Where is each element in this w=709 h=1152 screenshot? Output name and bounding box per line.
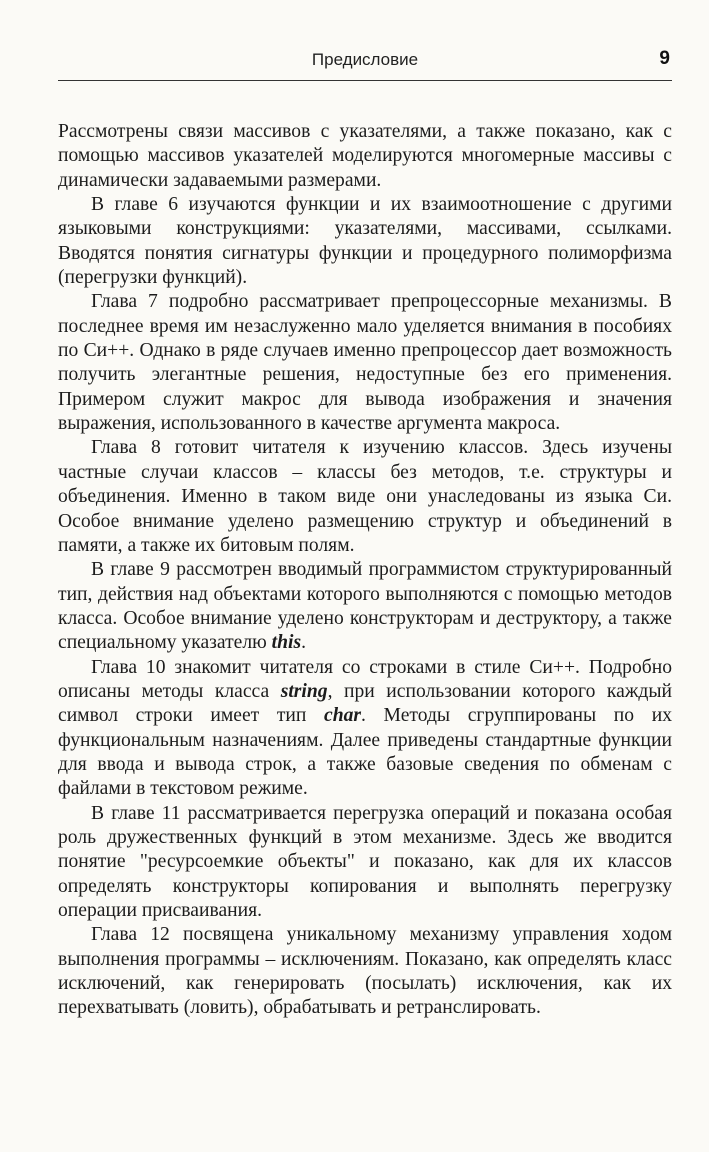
paragraph-chapter-11: В главе 11 рассматривается перегрузка операций и показана особая роль дружественных функций в этом механизме. Здесь же вводится понятие "ресурсоемкие объекты" и показано, как для их классов определять конструкторы копирования и выполнять перегрузку операции присваивания. (58, 802, 672, 921)
running-header-title: Предисловие (311, 50, 419, 69)
body-text (58, 120, 672, 1021)
paragraph-chapter-7: Глава 7 подробно рассматривает препроцессорные механизмы. В последнее время им незаслуженно мало уделяется внимания в пособиях по Си++. Однако в ряде случаев именно препроцессор дает возможность получить элегантные решения, недоступные без его применения. Примером служит макрос для вывода изображения и значения выражения, использованного в качестве аргумента макроса. (58, 291, 672, 435)
page-number: 9 (659, 48, 670, 69)
header-rule (58, 80, 672, 81)
paragraph-chapter-9: В главе 9 рассмотрен вводимый программистом структурированный тип, действия над объектами которого выполняются с помощью методов класса. Особое внимание уделено конструкторам и деструктору, а также специальному указателю this. (58, 559, 672, 654)
paragraph-chapter-6: В главе 6 изучаются функции и их взаимоотношение с другими языковыми конструкциями: указателями, массивами, ссылками. Вводятся понятия сигнатуры функции и процедурного полиморфизма (перегрузки функций). (58, 194, 672, 289)
paragraph-arrays: Рассмотрены связи массивов с указателями, а также показано, как с помощью массивов указателей моделируются многомерные массивы с динамически задаваемыми размерами. (58, 121, 672, 191)
paragraph-chapter-12: Глава 12 посвящена уникальному механизму управления ходом выполнения программы – исключениям. Показано, как определять класс исключений, как генерировать (посылать) исключения, как их перехватывать (ловить), обрабатывать и ретранслировать. (58, 924, 672, 1019)
page-header (58, 48, 672, 78)
code-term-string: string (280, 680, 328, 702)
paragraph-chapter-10: Глава 10 знакомит читателя со строками в стиле Си++. Подробно описаны методы класса string, при использовании которого каждый символ строки имеет тип char. Методы сгруппированы по их функциональным назначениям. Далее приведены стандартные функции для ввода и вывода строк, а также базовые сведения по обменам с файлами в текстовом режиме. (58, 656, 672, 800)
paragraph-chapter-8: Глава 8 готовит читателя к изучению классов. Здесь изучены частные случаи классов – классы без методов, т.е. структуры и объединения. Именно в таком виде они унаследованы из языка Си. Особое внимание уделено размещению структур и объединений в памяти, а также их битовым полям. (58, 437, 672, 556)
code-term-this: this (271, 632, 302, 654)
code-term-char: char (324, 705, 362, 727)
